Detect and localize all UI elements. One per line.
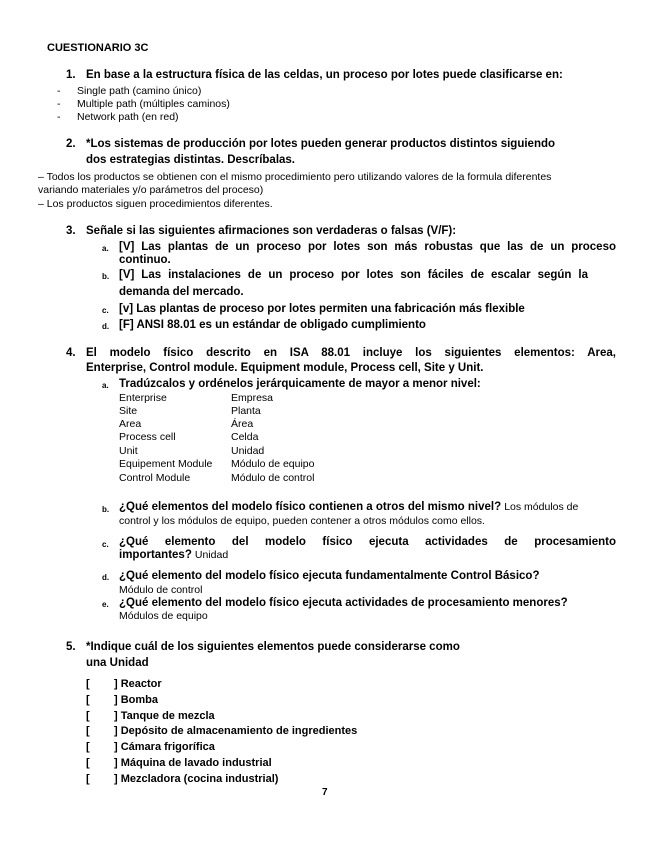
- q1-bullet-2: -: [57, 98, 61, 110]
- q3b-marker: b.: [102, 272, 110, 281]
- q4c-line-1: ¿Qué elemento del modelo físico ejecuta actividades de procesamiento: [119, 536, 616, 548]
- q4b-marker: b.: [102, 505, 110, 514]
- table-en-1: Enterprise: [119, 392, 167, 404]
- q1-text: En base a la estructura física de las celdas, un proceso por lotes puede clasificarse en:: [86, 69, 563, 81]
- q3d-line-1: [F] ANSI 88.01 es un estándar de obligado cumplimiento: [119, 319, 426, 331]
- q3a-marker: a.: [102, 244, 109, 253]
- q4b-line-1: [119, 501, 578, 514]
- q4c-question-end: importantes?: [119, 549, 192, 561]
- q3a-line-2: continuo.: [119, 254, 171, 266]
- q4c-line-2: [119, 549, 228, 562]
- page-title: CUESTIONARIO 3C: [47, 42, 149, 54]
- q5-option-2: ] Bomba: [114, 694, 158, 706]
- table-en-7: Control Module: [119, 472, 191, 484]
- q5-option-4: ] Depósito de almacenamiento de ingredientes: [114, 725, 358, 737]
- q5-option-6: ] Máquina de lavado industrial: [114, 757, 272, 769]
- q3d-marker: d.: [102, 322, 110, 331]
- table-es-6: Módulo de equipo: [231, 458, 315, 470]
- page-number: 7: [322, 787, 328, 798]
- q5-checkbox-7[interactable]: [: [86, 773, 90, 785]
- q5-checkbox-4[interactable]: [: [86, 725, 90, 737]
- q2-line-1: *Los sistemas de producción por lotes pueden generar productos distintos siguiendo: [86, 138, 556, 150]
- q3c-marker: c.: [102, 306, 109, 315]
- q2-line-2: dos estrategias distintas. Descríbalas.: [86, 154, 296, 166]
- table-es-3: Área: [231, 418, 254, 430]
- q5-option-1: ] Reactor: [114, 678, 162, 690]
- q1-item-3: Network path (en red): [77, 111, 179, 123]
- q3-text: Señale si las siguientes afirmaciones son verdaderas o falsas (V/F):: [86, 225, 457, 237]
- q4c-answer: Unidad: [194, 549, 229, 561]
- q4d-marker: d.: [102, 573, 110, 582]
- table-es-2: Planta: [231, 405, 261, 417]
- table-en-5: Unit: [119, 445, 138, 457]
- q4-number: 4.: [66, 347, 76, 359]
- q1-item-2: Multiple path (múltiples caminos): [77, 98, 230, 110]
- table-en-6: Equipement Module: [119, 458, 213, 470]
- q4a-marker: a.: [102, 381, 109, 390]
- q4-line-2: Enterprise, Control module. Equipment module, Process cell, Site y Unit.: [86, 362, 484, 374]
- q1-bullet-3: -: [57, 111, 61, 123]
- q5-checkbox-2[interactable]: [: [86, 694, 90, 706]
- table-es-1: Empresa: [231, 392, 274, 404]
- q4d-answer: Módulo de control: [119, 584, 203, 596]
- q5-option-7: ] Mezcladora (cocina industrial): [114, 773, 279, 785]
- q5-checkbox-1[interactable]: [: [86, 678, 90, 690]
- q3a-line-1: [V] Las plantas de un proceso por lotes son más robustas que las de un proceso: [119, 241, 616, 253]
- q3c-line-1: [v] Las plantas de proceso por lotes permiten una fabricación más flexible: [119, 303, 525, 315]
- q3b-line-2: demanda del mercado.: [119, 286, 244, 298]
- q1-bullet-1: -: [57, 85, 61, 97]
- q1-number: 1.: [66, 69, 76, 81]
- q5-checkbox-5[interactable]: [: [86, 741, 90, 753]
- table-en-3: Area: [119, 418, 142, 430]
- q5-option-3: ] Tanque de mezcla: [114, 710, 215, 722]
- q4e-marker: e.: [102, 600, 109, 609]
- q5-checkbox-3[interactable]: [: [86, 710, 90, 722]
- q5-line-2: una Unidad: [86, 657, 149, 669]
- q2-number: 2.: [66, 138, 76, 150]
- q5-checkbox-6[interactable]: [: [86, 757, 90, 769]
- q4c-marker: c.: [102, 540, 109, 549]
- table-es-5: Unidad: [231, 445, 265, 457]
- q5-option-5: ] Cámara frigorífica: [114, 741, 215, 753]
- q2-answer-2: – Los productos siguen procedimientos diferentes.: [38, 198, 273, 210]
- q4e-line-1: ¿Qué elemento del modelo físico ejecuta actividades de procesamiento menores?: [119, 597, 568, 609]
- q5-number: 5.: [66, 641, 76, 653]
- table-es-4: Celda: [231, 431, 259, 443]
- q4e-answer: Módulos de equipo: [119, 610, 208, 622]
- q4b-answer-1: Los módulos de: [504, 501, 579, 513]
- q4b-question: ¿Qué elementos del modelo físico contienen a otros del mismo nivel?: [119, 501, 502, 513]
- q2-answer-1-cont: variando materiales y/o parámetros del proceso): [38, 184, 264, 196]
- q1-item-1: Single path (camino único): [77, 85, 202, 97]
- q4b-answer-2: control y los módulos de equipo, pueden contener a otros módulos como ellos.: [119, 515, 485, 527]
- q3b-line-1: [V] Las instalaciones de un proceso por lotes son fáciles de escalar según la: [119, 269, 588, 281]
- q4d-line-1: ¿Qué elemento del modelo físico ejecuta fundamentalmente Control Básico?: [119, 570, 540, 582]
- q4-line-1: El modelo físico descrito en ISA 88.01 incluye los siguientes elementos: Area,: [86, 347, 616, 359]
- q5-line-1: *Indique cuál de los siguientes elementos puede considerarse como: [86, 641, 460, 653]
- q3-number: 3.: [66, 225, 76, 237]
- table-en-2: Site: [119, 405, 138, 417]
- table-en-4: Process cell: [119, 431, 176, 443]
- q4a-text: Tradúzcalos y ordénelos jerárquicamente de mayor a menor nivel:: [119, 378, 481, 390]
- table-es-7: Módulo de control: [231, 472, 315, 484]
- q2-answer-1: – Todos los productos se obtienen con el mismo procedimiento pero utilizando valores de la formula diferentes: [38, 171, 552, 183]
